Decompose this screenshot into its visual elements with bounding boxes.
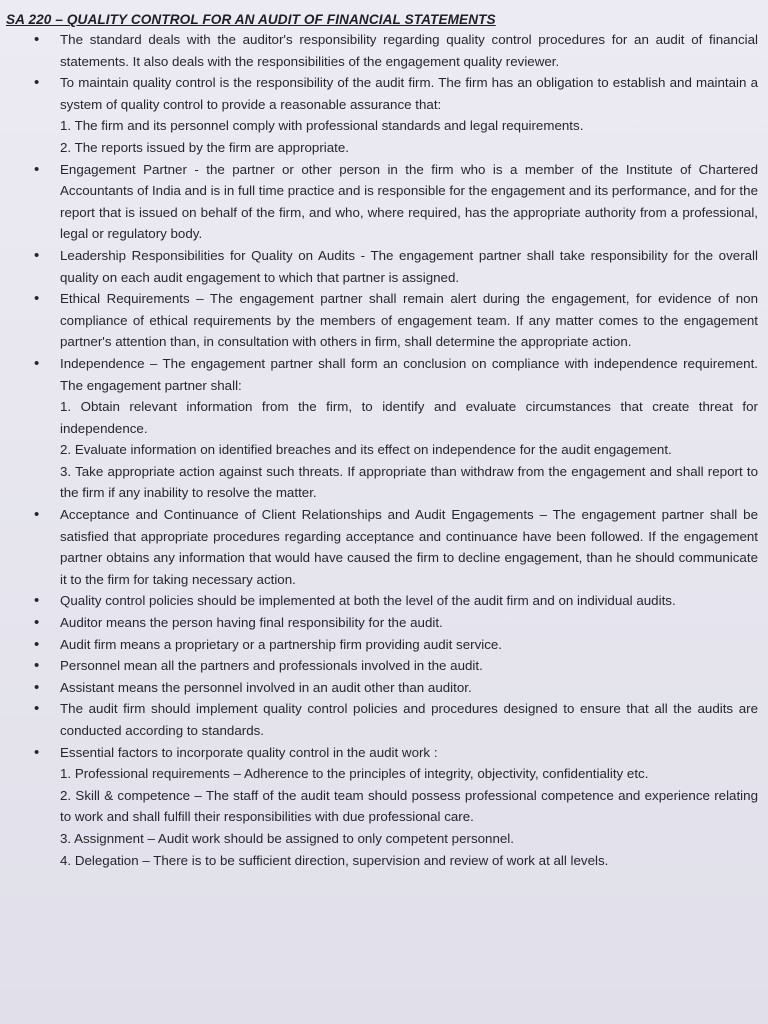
numbered-sub-item: 2. The reports issued by the firm are appropriate. [60,139,350,155]
list-item [6,742,758,872]
list-item-text: Quality control policies should be implemented at both the level of the audit firm and on individual audits. [60,593,676,609]
bullet-list [6,29,758,871]
bullet-icon: • [34,74,40,92]
list-item-text: Personnel mean all the partners and professionals involved in the audit. [60,658,483,674]
bullet-icon: • [34,700,40,718]
bullet-icon: • [34,354,40,372]
numbered-sub-item: 3. Take appropriate action against such threats. If appropriate than withdraw from the engagement and shall report to the firm if any inability to resolve the matter. [60,463,758,501]
bullet-icon: • [34,506,40,524]
list-item-text: Audit firm means a proprietary or a partnership firm providing audit service. [60,636,503,652]
numbered-sub-item: 3. Assignment – Audit work should be assigned to only competent personnel. [60,830,514,846]
numbered-sub-item: 1. The firm and its personnel comply with professional standards and legal requirements. [60,118,584,134]
bullet-icon: • [34,635,40,653]
list-item [6,159,758,245]
bullet-icon: • [34,290,40,308]
list-item-text: Assistant means the personnel involved in an audit other than auditor. [60,679,472,695]
list-item-text: Auditor means the person having final responsibility for the audit. [60,615,443,631]
bullet-icon: • [34,657,40,675]
bullet-icon: • [34,678,40,696]
list-item [6,655,758,677]
list-item [6,288,758,353]
list-item-text: Essential factors to incorporate quality control in the audit work : [60,744,438,760]
list-item-text: Leadership Responsibilities for Quality on Audits - The engagement partner shall take responsibility for the overall quality on each audit engagement to which that partner is assigned. [60,247,758,285]
list-item-text: Engagement Partner - the partner or other person in the firm who is a member of the Institute of Chartered Accountants of India and is in full time practice and is responsible for the engagement and its performance, and for the report that is issued on behalf of the firm, and who, where required, has the appropriate authority from a professional, legal or regulatory body. [60,161,758,242]
list-item-text: The standard deals with the auditor's responsibility regarding quality control procedures for an audit of financial statements. It also deals with the responsibilities of the engagement quality reviewer. [60,32,758,69]
numbered-sub-item: 4. Delegation – There is to be sufficient direction, supervision and review of work at all levels. [60,852,609,868]
bullet-icon: • [34,614,40,632]
numbered-sub-item: 2. Evaluate information on identified breaches and its effect on independence for the audit engagement. [60,442,672,458]
numbered-sub-item: 1. Professional requirements – Adherence to the principles of integrity, objectivity, confidentiality etc. [60,766,649,782]
list-item [6,698,758,741]
bullet-icon: • [34,31,40,48]
list-item-text: The audit firm should implement quality control policies and procedures designed to ensure that all the audits are conducted according to standards. [60,701,758,738]
list-item [6,504,758,590]
numbered-sub-item: 1. Obtain relevant information from the firm, to identify and evaluate circumstances that create threat for independence. [60,399,758,436]
list-item [6,29,758,72]
bullet-icon: • [34,246,40,264]
list-item-text: Acceptance and Continuance of Client Relationships and Audit Engagements – The engagement partner shall be satisfied that appropriate procedures regarding acceptance and continuance have been followed. If the engagement partner obtains any information that would have caused the firm to decline engagement, than he should communicate it to the firm for taking necessary action. [60,507,758,587]
list-item [6,677,758,699]
list-item-text: To maintain quality control is the responsibility of the audit firm. The firm has an obligation to establish and maintain a system of quality control to provide a reasonable assurance that: [60,75,758,112]
list-item [6,612,758,634]
list-item-text: Ethical Requirements – The engagement partner shall remain alert during the engagement, for evidence of non compliance of ethical requirements by the members of engagement team. If any matter comes to the engagement partner's attention than, in consultation with others in firm, shall determine the appropriate action. [60,291,758,350]
list-item [6,245,758,288]
list-item [6,353,758,504]
list-item [6,634,758,656]
list-item [6,590,758,612]
list-item [6,72,758,158]
numbered-sub-item: 2. Skill & competence – The staff of the audit team should possess professional competence and experience relating to work and shall fulfill their responsibilities with due professional care. [60,787,758,825]
bullet-icon: • [34,160,40,178]
page-title: SA 220 – QUALITY CONTROL FOR AN AUDIT OF FINANCIAL STATEMENTS [6,12,496,27]
bullet-icon: • [34,743,40,761]
bullet-icon: • [34,592,40,610]
list-item-text: Independence – The engagement partner shall form an conclusion on compliance with independence requirement. The engagement partner shall: [60,355,758,393]
